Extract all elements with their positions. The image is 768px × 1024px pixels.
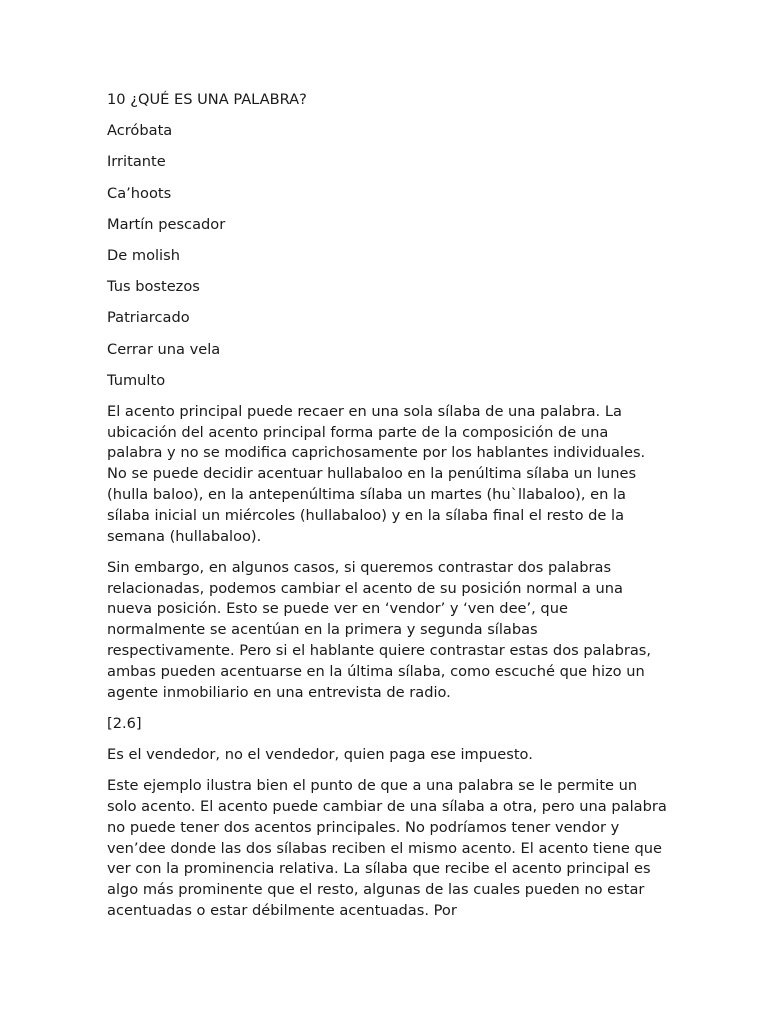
word-list-item: Irritante [107,153,166,171]
example-number: [2.6] [107,714,142,732]
word-list-item: Cerrar una vela [107,340,221,358]
word-list [107,121,667,391]
word-list-item: De molish [107,246,180,264]
word-list-item: Tumulto [107,371,166,389]
page-heading: 10 ¿QUÉ ES UNA PALABRA? [107,91,307,108]
example-sentence: Es el vendedor, no el vendedor, quien paga ese impuesto. [107,746,533,763]
paragraph-single-stress: Este ejemplo ilustra bien el punto de que a una palabra se le permite un solo acento. El acento puede cambiar de una sílaba a otra, pero una palabra no puede tener dos acentos principales. No podríamos tener vendor y ven’dee donde las dos sílabas reciben el mismo acento. El acento tiene que ver con la prominencia relativa. La sílaba que recibe el acento principal es algo más prominente que el resto, algunas de las cuales pueden no estar acentuadas o estar débilmente acentuadas. Por [107,777,667,919]
word-list-item: Patriarcado [107,309,190,327]
word-list-item: Ca’hoots [107,184,172,202]
paragraph-stress-placement: El acento principal puede recaer en una sola sílaba de una palabra. La ubicación del acento principal forma parte de la composición de una palabra y no se modifica caprichosamente por los hablantes individuales. No se puede decidir acentuar hullabaloo en la penúltima sílaba un lunes (hulla baloo), en la antepenúltima sílaba un martes (hu`llabaloo), en la sílaba inicial un miércoles (hullabaloo) y en la sílaba final el resto de la semana (hullabaloo). [107,402,646,545]
word-list-item: Acróbata [107,122,173,140]
word-list-item: Tus bostezos [107,278,200,296]
word-list-item: Martín pescador [107,215,226,233]
paragraph-contrastive-stress: Sin embargo, en algunos casos, si queremos contrastar dos palabras relacionadas, podemos cambiar el acento de su posición normal a una nueva posición. Esto se puede ver en ‘vendor’ y ‘ven dee’, que normalmente se acentúan en la primera y segunda sílabas respectivamente. Pero si el hablante quiere contrastar estas dos palabras, ambas pueden acentuarse en la última sílaba, como escuché que hizo un agente inmobiliario en una entrevista de radio. [107,558,652,701]
document-page [107,90,667,932]
